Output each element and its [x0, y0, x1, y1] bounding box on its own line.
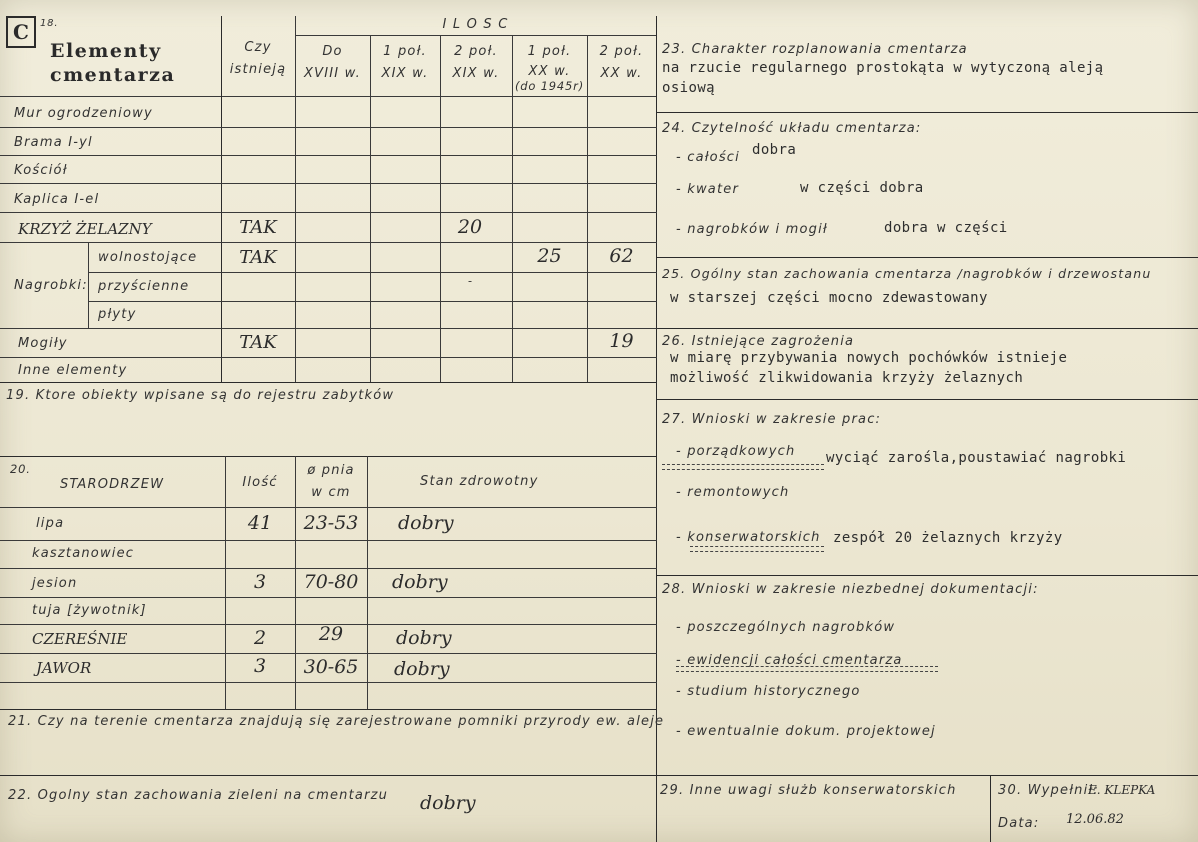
q28-d: - ewentualnie dokum. projektowej	[676, 724, 936, 739]
q27-c-value: zespół 20 żelaznych krzyży	[833, 530, 1063, 546]
row-line	[0, 597, 657, 598]
tree-count: 3	[253, 655, 267, 677]
count-value: 25	[537, 245, 562, 267]
tree-diameter: 70-80	[303, 571, 359, 593]
tree-count: 41	[247, 512, 273, 534]
czy-value: TAK	[239, 217, 277, 238]
q23-line2: osiową	[662, 80, 715, 96]
q20-pnia-header: ø pnia	[307, 463, 355, 478]
czy-header: Czy	[244, 40, 272, 55]
row-line	[0, 357, 657, 358]
row-line	[0, 328, 657, 329]
czy-value: TAK	[239, 332, 277, 353]
row-line	[0, 507, 657, 508]
date-value: 12.06.82	[1066, 812, 1124, 827]
section-number: 18.	[40, 18, 59, 29]
section-line	[657, 328, 1198, 329]
count-value: -	[467, 274, 473, 288]
q23-line1: na rzucie regularnego prostokąta w wytyczoną aleją	[662, 60, 1104, 76]
tree-name: kasztanowiec	[32, 546, 135, 561]
row-label: płyty	[98, 307, 137, 322]
q28-c: - studium historycznego	[676, 684, 861, 699]
row-line	[0, 682, 657, 683]
q27-a-value: wyciąć zarośla,poustawiać nagrobki	[826, 450, 1127, 466]
q26-label: 26. Istniejące zagrożenia	[662, 334, 855, 349]
tree-count: 3	[253, 571, 267, 593]
tree-name-handwritten: JAWOR	[36, 659, 92, 677]
ilosc-header: I L O S C	[442, 17, 509, 32]
section-line	[657, 575, 1198, 576]
tree-diameter: 23-53	[303, 512, 359, 534]
q27-label: 27. Wnioski w zakresie prac:	[662, 412, 882, 427]
section-title-line1: Elementy	[50, 40, 162, 62]
row-line	[88, 301, 657, 302]
q24-label: 24. Czytelność układu cmentarza:	[662, 121, 922, 136]
tree-condition: dobry	[392, 571, 448, 593]
col-header: 2 poł.	[454, 44, 498, 59]
q23-label: 23. Charakter rozplanowania cmentarza	[662, 42, 968, 57]
col-header: XX w.	[528, 64, 571, 79]
section-line	[0, 709, 657, 710]
col-header: 1 poł.	[383, 44, 427, 59]
col-header: XVIII w.	[304, 66, 361, 81]
ilosc-line	[295, 35, 657, 36]
row-line	[0, 212, 657, 213]
q26-line2: możliwość zlikwidowania krzyży żelaznych	[670, 370, 1024, 386]
row-label: Mogiły	[18, 336, 68, 351]
q30-value: E. KLEPKA	[1088, 783, 1156, 797]
tree-name-handwritten: CZEREŚNIE	[32, 630, 128, 648]
q20-ilosc-header: Ilość	[242, 475, 278, 490]
double-underline	[676, 666, 938, 672]
tree-condition: dobry	[398, 512, 454, 534]
q21-label: 21. Czy na terenie cmentarza znajdują się zarejestrowane pomniki przyrody ew. aleje	[8, 714, 665, 729]
double-underline	[662, 464, 824, 470]
double-underline	[690, 546, 824, 552]
col-header: (do 1945r)	[515, 79, 584, 93]
header-bottom-line	[0, 96, 657, 97]
row-line	[88, 272, 657, 273]
q28-label: 28. Wnioski w zakresie niezbednej dokumentacji:	[662, 582, 1039, 597]
q27-a-label: - porządkowych	[676, 444, 796, 459]
section-line	[657, 775, 1198, 776]
q20-cm-header: w cm	[311, 485, 351, 500]
col-header: Do	[322, 44, 343, 59]
q24-b-value: w części dobra	[800, 180, 924, 196]
row-line	[0, 653, 657, 654]
section-line	[0, 775, 657, 776]
q24-c-label: - nagrobków i mogił	[676, 222, 828, 237]
count-value: 20	[457, 216, 483, 238]
col-line	[440, 35, 441, 382]
tree-name: lipa	[36, 516, 65, 531]
q24-c-value: dobra w części	[884, 220, 1008, 236]
q29-label: 29. Inne uwagi służb konserwatorskich	[660, 783, 957, 798]
row-label: Mur ogrodzeniowy	[14, 106, 153, 121]
czy-value: TAK	[239, 247, 277, 268]
istnieja-header: istnieją	[229, 62, 287, 77]
col-line	[370, 35, 371, 382]
q22-value: dobry	[420, 792, 476, 814]
row-label: Kościół	[14, 163, 68, 178]
row-label-handwritten: KRZYŻ ŻELAZNY	[18, 220, 152, 238]
section-line	[0, 382, 657, 383]
tree-diameter: 29	[318, 623, 344, 645]
row-label: wolnostojące	[98, 250, 198, 265]
col-header: 1 poł.	[527, 44, 572, 59]
col-line	[990, 775, 991, 842]
row-label: Brama I-yl	[14, 135, 93, 150]
col-header: XX w.	[600, 66, 643, 81]
q24-a-value: dobra	[752, 142, 797, 158]
row-line	[0, 127, 657, 128]
row-line	[0, 540, 657, 541]
tree-name: jesion	[32, 576, 78, 591]
q28-b: - ewidencji całości cmentarza	[676, 653, 903, 668]
q20-name-header: STARODRZEW	[60, 477, 165, 492]
date-label: Data:	[998, 816, 1040, 831]
row-line	[0, 242, 657, 243]
q19-label: 19. Ktore obiekty wpisane są do rejestru zabytków	[6, 388, 395, 403]
section-title-line2: cmentarza	[50, 64, 176, 86]
col-header: XIX w.	[381, 66, 429, 81]
row-label: Inne elementy	[18, 363, 128, 378]
row-line	[0, 183, 657, 184]
q20-stan-header: Stan zdrowotny	[420, 474, 539, 489]
count-value: 62	[609, 245, 634, 267]
tree-diameter: 30-65	[303, 656, 359, 678]
q22-label: 22. Ogolny stan zachowania zieleni na cmentarzu	[8, 788, 389, 803]
col-line	[367, 456, 368, 709]
col-header: XIX w.	[452, 66, 500, 81]
tree-count: 2	[253, 627, 267, 649]
q24-a-label: - całości	[676, 150, 740, 165]
tree-condition: dobry	[394, 658, 450, 680]
tree-condition: dobry	[396, 627, 452, 649]
section-line	[657, 399, 1198, 400]
q25-label: 25. Ogólny stan zachowania cmentarza /nagrobków i drzewostanu	[662, 266, 1152, 281]
tree-name: tuja [żywotnik]	[32, 603, 147, 618]
q27-b-label: - remontowych	[676, 485, 790, 500]
count-value: 19	[609, 330, 634, 352]
q25-value: w starszej części mocno zdewastowany	[670, 290, 988, 306]
section-line	[657, 112, 1198, 113]
row-line	[0, 155, 657, 156]
row-label: Kaplica I-el	[14, 192, 100, 207]
row-label: przyścienne	[98, 279, 190, 294]
q24-b-label: - kwater	[676, 182, 739, 197]
q20-number: 20.	[10, 462, 31, 476]
section-line	[0, 456, 657, 457]
q30-label: 30. Wypełnił:	[998, 783, 1099, 798]
q27-c-label: - konserwatorskich	[676, 530, 821, 545]
col-header: 2 poł.	[599, 44, 644, 59]
q26-line1: w miarę przybywania nowych pochówków istnieje	[670, 350, 1068, 366]
card-letter: C	[6, 16, 36, 48]
section-line	[657, 257, 1198, 258]
row-line	[0, 568, 657, 569]
nagrobki-divider	[88, 242, 89, 328]
nagrobki-label: Nagrobki:	[14, 278, 88, 293]
q28-a: - poszczególnych nagrobków	[676, 620, 896, 635]
